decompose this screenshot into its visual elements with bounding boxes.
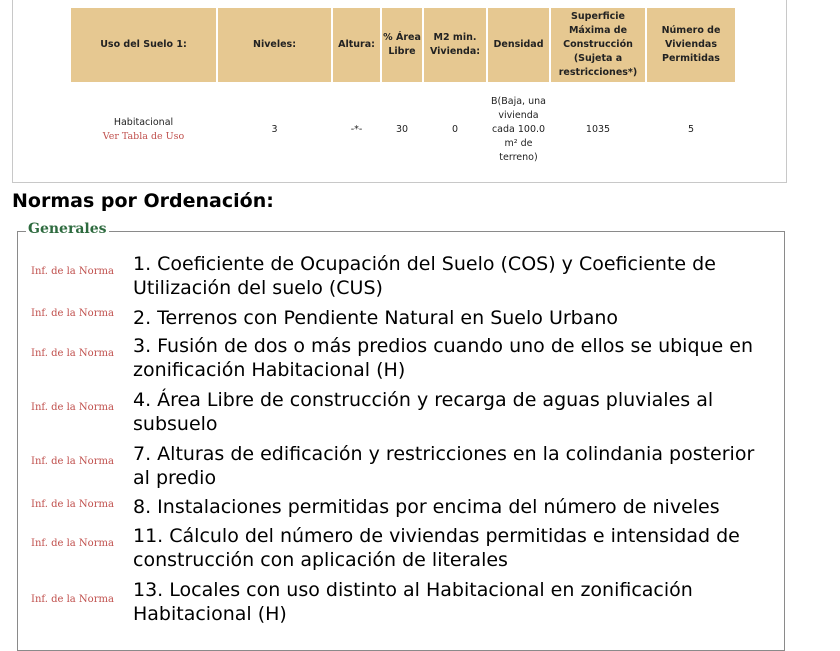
inf-norma-link[interactable]: Inf. de la Norma bbox=[31, 456, 114, 467]
norma-text: 2. Terrenos con Pendiente Natural en Suelo Urbano bbox=[133, 307, 619, 329]
norma-text: 13. Locales con uso distinto al Habitacional en zonificación Habitacional (H) bbox=[133, 579, 693, 625]
normas-title: Normas por Ordenación: bbox=[12, 190, 274, 212]
table-row bbox=[71, 82, 735, 178]
norma-text: 8. Instalaciones permitidas por encima del número de niveles bbox=[133, 496, 720, 518]
header-numero-viviendas: Número de Viviendas Permitidas bbox=[647, 8, 735, 82]
header-m2-min: M2 min. Vivienda: bbox=[424, 8, 486, 82]
cell-altura: -*- bbox=[350, 124, 363, 135]
table-header-row bbox=[71, 8, 735, 82]
cell-niveles: 3 bbox=[271, 124, 278, 135]
uso-suelo-table bbox=[69, 8, 737, 178]
cell-viviendas: 5 bbox=[687, 124, 695, 135]
norma-text: 7. Alturas de edificación y restricciones en la colindania posterior al predio bbox=[133, 443, 755, 489]
header-altura: Altura: bbox=[333, 8, 380, 82]
generales-legend: Generales bbox=[28, 221, 107, 237]
header-area-libre: % Área Libre bbox=[382, 8, 422, 82]
inf-norma-link[interactable]: Inf. de la Norma bbox=[31, 594, 114, 605]
inf-norma-link[interactable]: Inf. de la Norma bbox=[31, 402, 114, 413]
inf-norma-link[interactable]: Inf. de la Norma bbox=[31, 308, 114, 319]
norma-text: 4. Área Libre de construcción y recarga de aguas pluviales al subsuelo bbox=[133, 389, 714, 435]
norma-text: 3. Fusión de dos o más predios cuando uno de ellos se ubique en zonificación Habitacional (H) bbox=[133, 335, 754, 381]
inf-norma-link[interactable]: Inf. de la Norma bbox=[31, 266, 114, 277]
inf-norma-link[interactable]: Inf. de la Norma bbox=[31, 348, 114, 359]
ver-tabla-de-uso-link[interactable]: Ver Tabla de Uso bbox=[102, 131, 185, 142]
cell-superficie: 1035 bbox=[585, 124, 611, 135]
cell-densidad: B(Baja, una vivienda cada 100.0 m² de terreno) bbox=[491, 96, 546, 163]
cell-uso bbox=[71, 82, 216, 178]
header-superficie-maxima: Superficie Máxima de Construcción (Sujeta a restricciones*) bbox=[551, 8, 645, 82]
header-niveles: Niveles: bbox=[218, 8, 331, 82]
cell-m2-min: 0 bbox=[451, 124, 459, 135]
uso-value: Habitacional bbox=[113, 117, 174, 128]
norma-text: 11. Cálculo del número de viviendas permitidas e intensidad de construcción con aplicación de literales bbox=[133, 525, 740, 571]
header-uso-suelo: Uso del Suelo 1: bbox=[71, 8, 216, 82]
header-densidad: Densidad bbox=[488, 8, 549, 82]
inf-norma-link[interactable]: Inf. de la Norma bbox=[31, 499, 114, 510]
inf-norma-link[interactable]: Inf. de la Norma bbox=[31, 538, 114, 549]
norma-text: 1. Coeficiente de Ocupación del Suelo (COS) y Coeficiente de Utilización del suelo (CUS) bbox=[133, 253, 716, 299]
cell-area-libre: 30 bbox=[395, 124, 409, 135]
uso-suelo-panel bbox=[12, 0, 787, 183]
